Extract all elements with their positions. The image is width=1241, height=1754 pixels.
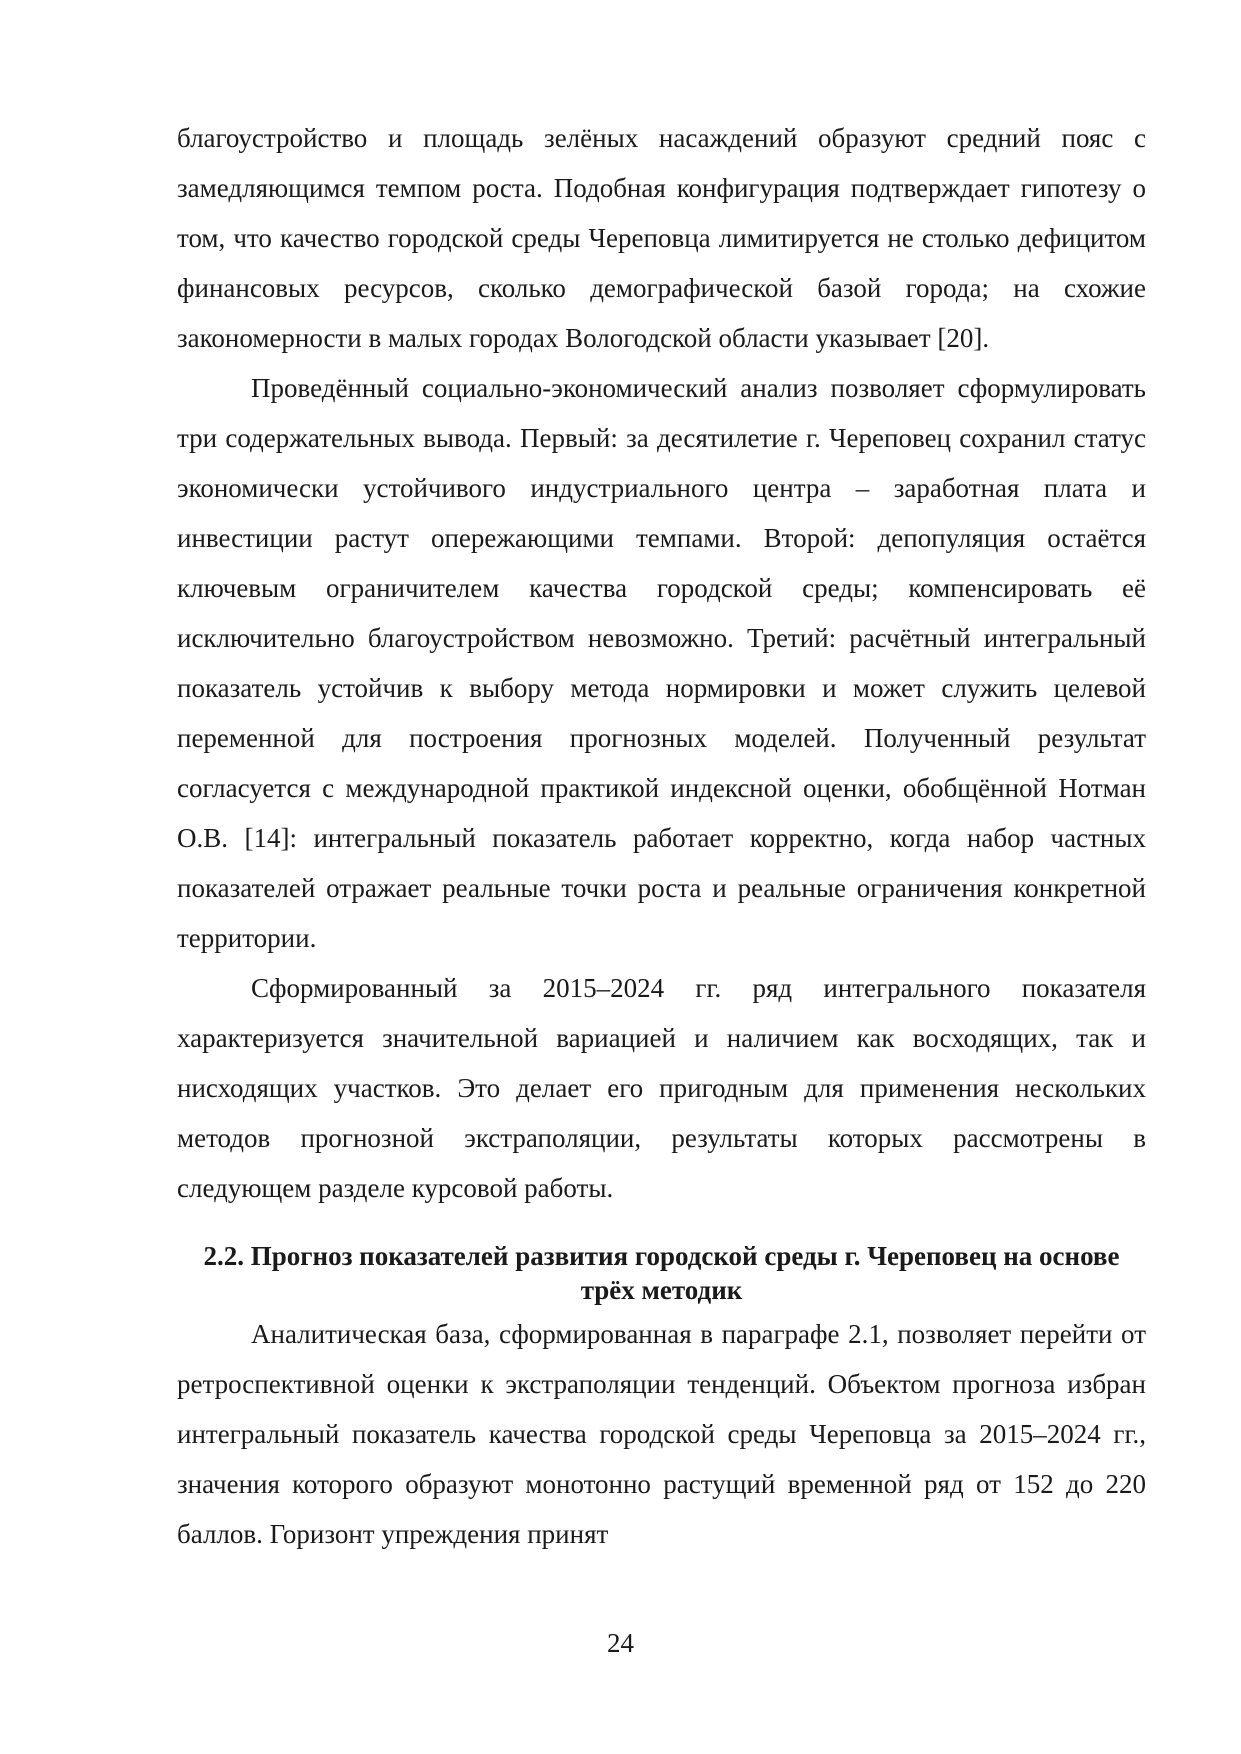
page-number: 24 bbox=[607, 1628, 634, 1658]
page-body bbox=[177, 113, 1146, 1559]
paragraph-continued: благоустройство и площадь зелёных насаждений образуют средний пояс с замедляющимся темпом роста. Подобная конфигурация подтверждает гипотезу о том, что качество городской среды Череповца лимитируется не столько дефицитом финансовых ресурсов, сколько демографической базой города; на схожие закономерности в малых городах Вологодской области указывает [20]. bbox=[177, 123, 1146, 353]
paragraph-analysis-conclusions: Проведённый социально-экономический анализ позволяет сформулировать три содержательных вывода. Первый: за десятилетие г. Череповец сохранил статус экономически устойчивого индустриального центра – заработная плата и инвестиции растут опережающими темпами. Второй: депопуляция остаётся ключевым ограничителем качества городской среды; компенсировать её исключительно благоустройством невозможно. Третий: расчётный интегральный показатель устойчив к выбору метода нормировки и может служить целевой переменной для построения прогнозных моделей. Полученный результат согласуется с международной практикой индексной оценки, обобщённой Нотман О.В. [14]: интегральный показатель работает корректно, когда набор частных показателей отражает реальные точки роста и реальные ограничения конкретной территории. bbox=[177, 373, 1146, 953]
paragraph-section-intro: Аналитическая база, сформированная в параграфе 2.1, позволяет перейти от ретроспективной оценки к экстраполяции тенденций. Объектом прогноза избран интегральный показатель качества городской среды Череповца за 2015–2024 гг., значения которого образуют монотонно растущий временной ряд от 152 до 220 баллов. Горизонт упреждения принят bbox=[177, 1319, 1146, 1549]
section-heading: 2.2. Прогноз показателей развития городской среды г. Череповец на основе трёх методик bbox=[203, 1241, 1120, 1305]
paragraph-series-description: Сформированный за 2015–2024 гг. ряд интегрального показателя характеризуется значительной вариацией и наличием как восходящих, так и нисходящих участков. Это делает его пригодным для применения нескольких методов прогнозной экстраполяции, результаты которых рассмотрены в следующем разделе курсовой работы. bbox=[177, 973, 1146, 1203]
